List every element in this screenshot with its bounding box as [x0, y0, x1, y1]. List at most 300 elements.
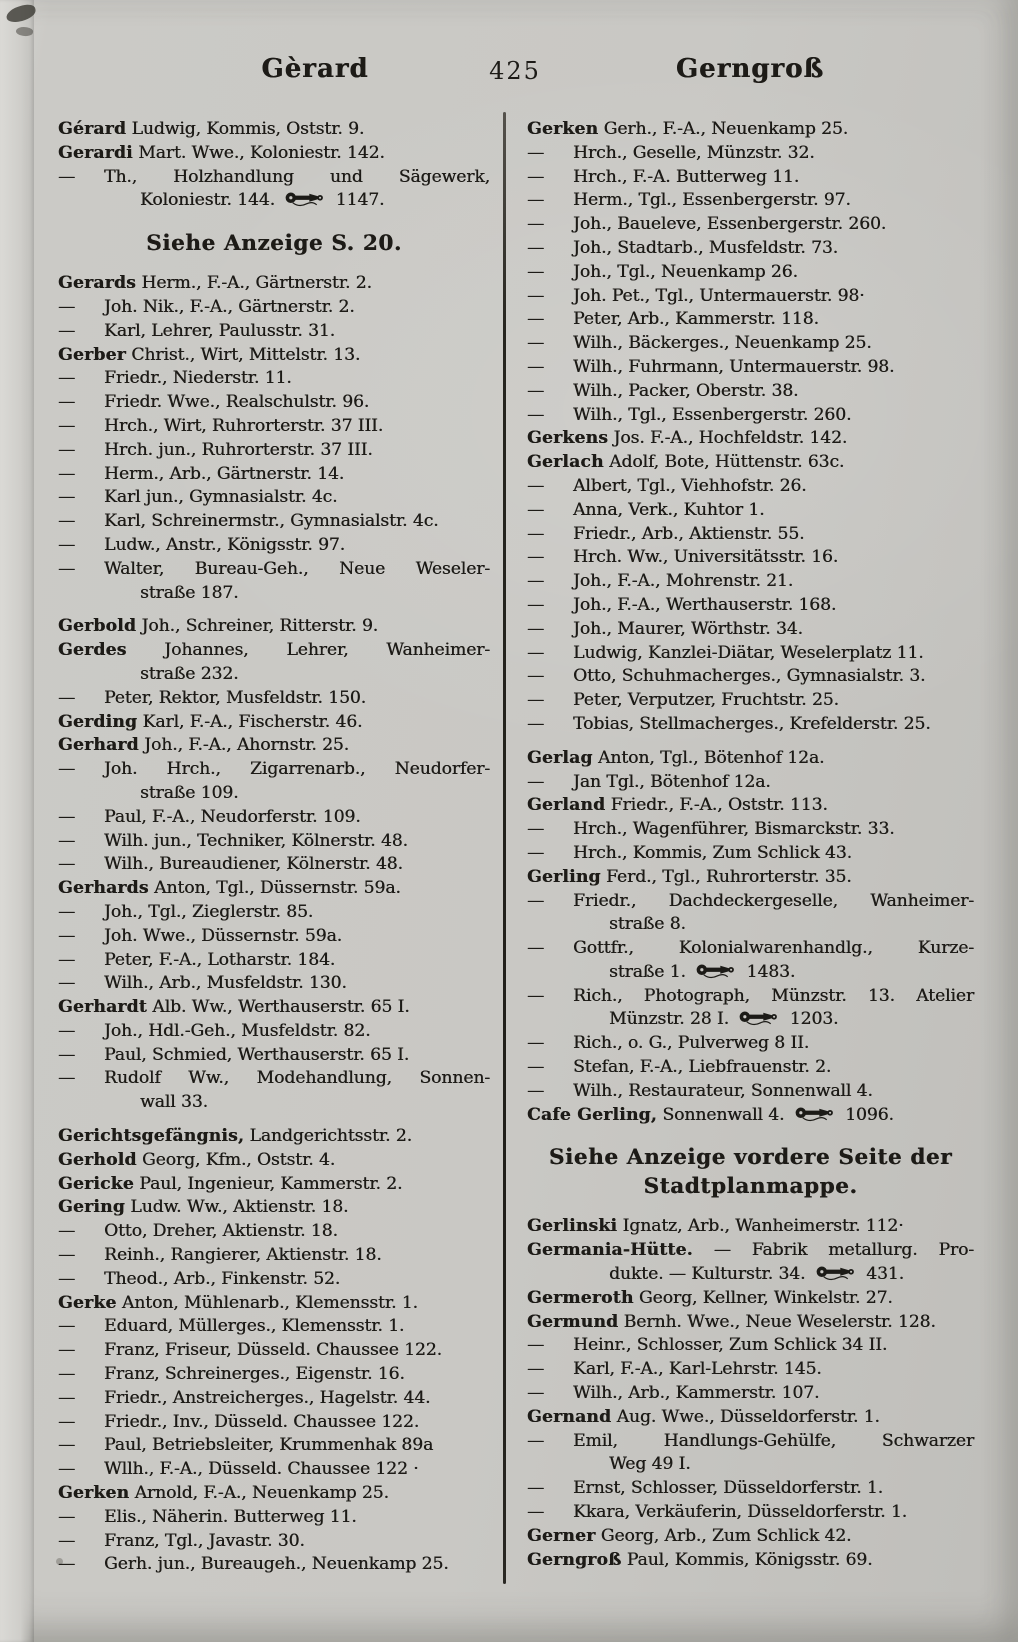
directory-entry	[527, 546, 974, 570]
directory-entry	[527, 189, 974, 213]
telephone-icon	[816, 1265, 856, 1281]
directory-entry	[58, 1149, 490, 1173]
entry-text-line: — Friedr. Wwe., Realschulstr. 96.	[58, 391, 490, 415]
entry-text-line: — Joh. Wwe., Düssernstr. 59a.	[58, 925, 490, 949]
entry-continuation-line: straße 8.	[609, 914, 686, 935]
entry-text-line: — Joh., Maurer, Wörthstr. 34.	[527, 618, 974, 642]
entry-text-line: Gerber Christ., Wirt, Mittelstr. 13.	[58, 344, 361, 365]
entry-dash: —	[527, 666, 545, 687]
directory-entry	[527, 890, 974, 938]
directory-entry	[58, 1173, 490, 1197]
entry-text-line: Gerland Friedr., F.-A., Oststr. 113.	[527, 795, 828, 816]
directory-entry	[58, 1458, 490, 1482]
directory-entry	[527, 404, 974, 428]
entry-surname: Germeroth	[527, 1287, 634, 1308]
entry-text-line: Gerken Gerh., F.-A., Neuenkamp 25.	[527, 119, 849, 139]
entry-text-line: — Emil, Handlungs-Gehülfe, Schwarzer	[527, 1430, 974, 1454]
entry-text-line: — Theod., Arb., Finkenstr. 52.	[58, 1268, 490, 1292]
directory-entry	[58, 415, 490, 439]
entry-text-line: — Walter, Bureau-Geh., Neue Weseler-	[58, 558, 490, 582]
entry-surname: Gerner	[527, 1525, 596, 1546]
directory-entry	[58, 925, 490, 949]
entry-text-line: — Friedr., Arb., Aktienstr. 55.	[527, 523, 974, 547]
directory-entry	[527, 642, 974, 666]
entry-dash: —	[527, 642, 545, 663]
entry-dash: —	[527, 713, 545, 734]
entry-dash: —	[527, 1502, 545, 1523]
entry-text-line: Cafe Gerling, Sonnenwall 4. 1096.	[527, 1104, 894, 1125]
entry-dash: —	[58, 558, 76, 579]
entry-dash: —	[527, 380, 545, 401]
entry-text-line: Gerhard Joh., F.-A., Ahornstr. 25.	[58, 735, 350, 756]
entry-dash: —	[527, 618, 545, 639]
entry-text-line: — Eduard, Müllerges., Klemensstr. 1.	[58, 1315, 490, 1339]
entry-text-line: Gerhold Georg, Kfm., Oststr. 4.	[58, 1149, 336, 1170]
entry-surname: Cafe Gerling,	[527, 1104, 657, 1125]
page-number: 425	[489, 57, 541, 85]
entry-surname: Gerhards	[58, 878, 149, 899]
directory-entry	[527, 1287, 974, 1311]
entry-surname: Gerngroß	[527, 1549, 622, 1570]
directory-entry	[58, 367, 490, 391]
entry-text-line: — Peter, F.-A., Lotharstr. 184.	[58, 949, 490, 973]
directory-entry	[58, 391, 490, 415]
entry-surname: Gericke	[58, 1173, 134, 1194]
entry-text-line: — Joh. Nik., F.-A., Gärtnerstr. 2.	[58, 296, 490, 320]
entry-text-line: Gérard Ludwig, Kommis, Oststr. 9.	[58, 119, 365, 139]
entry-text-line: — Heinr., Schlosser, Zum Schlick 34 II.	[527, 1334, 974, 1358]
entry-dash: —	[527, 938, 545, 959]
entry-dash: —	[58, 1068, 76, 1089]
entry-dash: —	[527, 1080, 545, 1101]
directory-entry	[527, 818, 974, 842]
entry-dash: —	[58, 1316, 76, 1337]
directory-entry	[527, 1382, 974, 1406]
directory-entry	[527, 142, 974, 166]
directory-entry	[527, 261, 974, 285]
directory-column-right	[527, 118, 974, 1572]
directory-entry	[527, 1525, 974, 1549]
entry-surname: Gerichtsgefängnis,	[58, 1126, 245, 1147]
directory-entry	[58, 734, 490, 758]
entry-text-line: Germania-Hütte. — Fabrik metallurg. Pro-	[527, 1240, 974, 1261]
directory-entry	[527, 1215, 974, 1239]
entry-text-line: — Rich., o. G., Pulverweg 8 II.	[527, 1032, 974, 1056]
directory-entry	[527, 451, 974, 475]
directory-entry	[527, 747, 974, 771]
directory-entry	[527, 1032, 974, 1056]
directory-entry	[58, 758, 490, 806]
directory-entry	[58, 296, 490, 320]
entry-text-line: Gerardi Mart. Wwe., Koloniestr. 142.	[58, 142, 385, 163]
entry-dash: —	[58, 392, 76, 413]
entry-text-line: — Herm., Arb., Gärtnerstr. 14.	[58, 463, 490, 487]
directory-entry	[58, 1125, 490, 1149]
directory-entry	[527, 380, 974, 404]
directory-entry	[527, 1104, 974, 1128]
entry-dash: —	[527, 771, 545, 792]
entry-dash: —	[58, 901, 76, 922]
entry-text-line: — Albert, Tgl., Viehhofstr. 26.	[527, 475, 974, 499]
entry-dash: —	[58, 1340, 76, 1361]
entry-surname: Gerken	[58, 1483, 130, 1504]
directory-entry	[527, 356, 974, 380]
entry-text-line: — Joh., Tgl., Zieglerstr. 85.	[58, 901, 490, 925]
directory-entry	[58, 1044, 490, 1068]
entry-dash: —	[527, 1478, 545, 1499]
entry-text-line: — Rudolf Ww., Modehandlung, Sonnen-	[58, 1067, 490, 1091]
entry-dash: —	[527, 523, 545, 544]
entry-dash: —	[527, 142, 545, 163]
entry-dash: —	[58, 1387, 76, 1408]
telephone-icon	[795, 1106, 835, 1122]
entry-text-line: Gernand Aug. Wwe., Düsseldorferstr. 1.	[527, 1406, 880, 1427]
entry-continuation-line: Koloniestr. 144. 1147.	[140, 190, 385, 211]
entry-surname: Gerhardt	[58, 997, 147, 1018]
directory-entry	[58, 1244, 490, 1268]
entry-dash: —	[58, 1411, 76, 1432]
entry-dash: —	[527, 237, 545, 258]
directory-entry	[527, 1430, 974, 1478]
directory-entry	[527, 1358, 974, 1382]
directory-entry	[527, 427, 974, 451]
entry-dash: —	[58, 1506, 76, 1527]
entry-dash: —	[527, 1359, 545, 1380]
entry-text-line: — Jan Tgl., Bötenhof 12a.	[527, 771, 974, 795]
entry-dash: —	[527, 819, 545, 840]
directory-entry	[58, 1220, 490, 1244]
entry-dash: —	[527, 190, 545, 211]
entry-text-line: Gerkens Jos. F.-A., Hochfeldstr. 142.	[527, 428, 848, 449]
entry-text-line: — Hrch., Geselle, Münzstr. 32.	[527, 142, 974, 166]
entry-continuation-line: wall 33.	[140, 1092, 208, 1113]
entry-text-line: — Wilh., Packer, Oberstr. 38.	[527, 380, 974, 404]
entry-text-line: Gering Ludw. Ww., Aktienstr. 18.	[58, 1197, 349, 1218]
entry-text-line: — Karl jun., Gymnasialstr. 4c.	[58, 486, 490, 510]
directory-entry	[58, 1411, 490, 1435]
directory-entry	[58, 320, 490, 344]
telephone-icon	[285, 191, 325, 207]
entry-surname: Gerland	[527, 795, 606, 816]
entry-text-line: — Peter, Rektor, Musfeldstr. 150.	[58, 687, 490, 711]
entry-dash: —	[527, 690, 545, 711]
directory-entry	[527, 689, 974, 713]
entry-text-line: — Hrch., Wirt, Ruhrorterstr. 37 III.	[58, 415, 490, 439]
entry-text-line: — Friedr., Dachdeckergeselle, Wanheimer-	[527, 890, 974, 914]
directory-entry	[58, 1506, 490, 1530]
entry-continuation-line: Weg 49 I.	[609, 1454, 691, 1475]
directory-entry	[527, 1056, 974, 1080]
directory-entry	[527, 166, 974, 190]
entry-text-line: Gerken Arnold, F.-A., Neuenkamp 25.	[58, 1483, 389, 1504]
entry-dash: —	[527, 356, 545, 377]
directory-entry	[58, 972, 490, 996]
entry-surname: Germund	[527, 1311, 619, 1332]
entry-text-line: — Franz, Friseur, Düsseld. Chaussee 122.	[58, 1339, 490, 1363]
entry-surname: Gerards	[58, 273, 136, 294]
directory-entry	[58, 463, 490, 487]
entry-dash: —	[58, 1554, 76, 1575]
directory-entry	[58, 711, 490, 735]
directory-entry	[527, 1406, 974, 1430]
directory-entry	[58, 486, 490, 510]
entry-text-line: — Wilh., Arb., Kammerstr. 107.	[527, 1382, 974, 1406]
directory-entry	[527, 1501, 974, 1525]
directory-entry	[527, 618, 974, 642]
entry-text-line: — Gottfr., Kolonialwarenhandlg., Kurze-	[527, 937, 974, 961]
entry-dash: —	[58, 1435, 76, 1456]
entry-text-line: Gerbold Joh., Schreiner, Ritterstr. 9.	[58, 616, 379, 637]
entry-text-line: — Hrch., F.-A. Butterweg 11.	[527, 166, 974, 190]
entry-dash: —	[58, 1530, 76, 1551]
entry-surname: Gerkens	[527, 428, 609, 449]
directory-entry	[58, 830, 490, 854]
directory-entry	[58, 510, 490, 534]
entry-text-line: — Ludw., Anstr., Königsstr. 97.	[58, 534, 490, 558]
entry-text-line: Gerichtsgefängnis, Landgerichtsstr. 2.	[58, 1126, 412, 1147]
entry-text-line: — Joh., F.-A., Werthauserstr. 168.	[527, 594, 974, 618]
page-header-right-keyword: Gerngroß	[675, 54, 825, 84]
entry-dash: —	[527, 1430, 545, 1451]
directory-entry	[527, 937, 974, 985]
entry-dash: —	[58, 296, 76, 317]
directory-entry	[527, 499, 974, 523]
directory-entry	[527, 1080, 974, 1104]
entry-dash: —	[527, 309, 545, 330]
entry-dash: —	[527, 261, 545, 282]
entry-dash: —	[58, 415, 76, 436]
entry-dash: —	[58, 1459, 76, 1480]
entry-text-line: Gerling Ferd., Tgl., Ruhrorterstr. 35.	[527, 866, 852, 887]
entry-continuation-line: straße 109.	[140, 782, 239, 803]
entry-text-line: — Wilh., Bureaudiener, Kölnerstr. 48.	[58, 853, 490, 877]
entry-continuation-line: dukte. — Kulturstr. 34. 431.	[609, 1264, 904, 1285]
entry-text-line: — Rich., Photograph, Münzstr. 13. Atelier	[527, 985, 974, 1009]
entry-dash: —	[527, 214, 545, 235]
directory-entry	[58, 118, 490, 142]
entry-dash: —	[58, 1268, 76, 1289]
entry-text-line: Gerngroß Paul, Kommis, Königsstr. 69.	[527, 1549, 873, 1570]
entry-text-line: — Stefan, F.-A., Liebfrauenstr. 2.	[527, 1056, 974, 1080]
entry-surname: Gerding	[58, 711, 138, 732]
entry-text-line: — Joh., Baueleve, Essenbergerstr. 260.	[527, 213, 974, 237]
entry-text-line: — Hrch., Kommis, Zum Schlick 43.	[527, 842, 974, 866]
directory-entry	[58, 806, 490, 830]
entry-text-line: — Anna, Verk., Kuhtor 1.	[527, 499, 974, 523]
telephone-icon	[739, 1010, 779, 1026]
directory-entry	[58, 1363, 490, 1387]
entry-text-line: — Paul, F.-A., Neudorferstr. 109.	[58, 806, 490, 830]
entry-dash: —	[527, 333, 545, 354]
directory-entry	[527, 523, 974, 547]
entry-dash: —	[58, 1364, 76, 1385]
entry-text-line: — Reinh., Rangierer, Aktienstr. 18.	[58, 1244, 490, 1268]
directory-entry	[527, 213, 974, 237]
directory-entry	[527, 842, 974, 866]
directory-entry	[58, 1482, 490, 1506]
entry-text-line: Germund Bernh. Wwe., Neue Weselerstr. 128.	[527, 1311, 936, 1332]
directory-entry	[527, 570, 974, 594]
entry-text-line: — Hrch., Wagenführer, Bismarckstr. 33.	[527, 818, 974, 842]
entry-dash: —	[527, 1383, 545, 1404]
directory-entry	[527, 1549, 974, 1573]
entry-dash: —	[58, 463, 76, 484]
directory-entry	[58, 1530, 490, 1554]
directory-entry	[58, 142, 490, 166]
directory-entry	[58, 615, 490, 639]
entry-text-line: Gericke Paul, Ingenieur, Kammerstr. 2.	[58, 1173, 403, 1194]
entry-dash: —	[527, 985, 545, 1006]
directory-entry	[58, 1553, 490, 1577]
entry-dash: —	[58, 1221, 76, 1242]
directory-entry	[58, 272, 490, 296]
page-header-left-keyword: Gèrard	[261, 54, 369, 84]
entry-dash: —	[527, 1335, 545, 1356]
entry-text-line: Gerlach Adolf, Bote, Hüttenstr. 63c.	[527, 452, 845, 473]
entry-dash: —	[58, 1044, 76, 1065]
entry-text-line: — Wilh., Tgl., Essenbergerstr. 260.	[527, 404, 974, 428]
directory-entry	[527, 1334, 974, 1358]
entry-surname: Gerken	[527, 119, 599, 139]
directory-entry	[527, 1239, 974, 1287]
entry-text-line: — Wilh. jun., Techniker, Kölnerstr. 48.	[58, 830, 490, 854]
directory-entry	[58, 1020, 490, 1044]
entry-dash: —	[527, 285, 545, 306]
entry-surname: Gerber	[58, 344, 126, 365]
entry-text-line: — Friedr., Niederstr. 11.	[58, 367, 490, 391]
entry-dash: —	[527, 404, 545, 425]
directory-entry	[58, 853, 490, 877]
directory-entry	[527, 332, 974, 356]
entry-text-line: — Joh. Hrch., Zigarrenarb., Neudorfer-	[58, 758, 490, 782]
directory-column-left	[58, 118, 490, 1577]
entry-text-line: — Elis., Näherin. Butterweg 11.	[58, 1506, 490, 1530]
entry-text-line: — Wilh., Arb., Musfeldstr. 130.	[58, 972, 490, 996]
entry-dash: —	[58, 439, 76, 460]
entry-text-line: Gerlag Anton, Tgl., Bötenhof 12a.	[527, 747, 825, 768]
entry-dash: —	[527, 890, 545, 911]
directory-entry	[58, 1292, 490, 1316]
directory-entry	[527, 594, 974, 618]
entry-surname: Gerhard	[58, 735, 139, 756]
entry-surname: Gerke	[58, 1292, 117, 1313]
directory-entry	[527, 308, 974, 332]
entry-dash: —	[58, 368, 76, 389]
entry-surname: Germania-Hütte.	[527, 1240, 693, 1261]
entry-text-line: — Karl, Schreinermstr., Gymnasialstr. 4c.	[58, 510, 490, 534]
entry-text-line: — Wilh., Fuhrmann, Untermauerstr. 98.	[527, 356, 974, 380]
entry-surname: Gerlag	[527, 747, 593, 768]
entry-dash: —	[58, 534, 76, 555]
entry-text-line: — Peter, Arb., Kammerstr. 118.	[527, 308, 974, 332]
entry-text-line: — Otto, Dreher, Aktienstr. 18.	[58, 1220, 490, 1244]
directory-entry	[58, 558, 490, 606]
entry-surname: Gerhold	[58, 1149, 137, 1170]
entry-text-line: — Joh., Tgl., Neuenkamp 26.	[527, 261, 974, 285]
entry-text-line: Gerards Herm., F.-A., Gärtnerstr. 2.	[58, 273, 372, 294]
entry-text-line: — Wilh., Bäckerges., Neuenkamp 25.	[527, 332, 974, 356]
entry-continuation-line: straße 187.	[140, 582, 239, 603]
entry-text-line: — Friedr., Anstreicherges., Hagelstr. 44.	[58, 1387, 490, 1411]
entry-text-line: Gerhards Anton, Tgl., Düssernstr. 59a.	[58, 878, 401, 899]
entry-text-line: — Joh. Pet., Tgl., Untermauerstr. 98·	[527, 285, 974, 309]
entry-text-line: — Franz, Schreinerges., Eigenstr. 16.	[58, 1363, 490, 1387]
entry-surname: Gerlinski	[527, 1216, 618, 1237]
directory-entry	[58, 687, 490, 711]
directory-entry	[527, 794, 974, 818]
entry-dash: —	[58, 830, 76, 851]
directory-entry	[58, 1339, 490, 1363]
entry-text-line: — Th., Holzhandlung und Sägewerk,	[58, 166, 490, 190]
entry-text-line: — Karl, F.-A., Karl-Lehrstr. 145.	[527, 1358, 974, 1382]
entry-text-line: — Paul, Betriebsleiter, Krummenhak 89a	[58, 1434, 490, 1458]
entry-text-line: — Friedr., Inv., Düsseld. Chaussee 122.	[58, 1411, 490, 1435]
entry-dash: —	[527, 475, 545, 496]
entry-text-line: — Karl, Lehrer, Paulusstr. 31.	[58, 320, 490, 344]
entry-text-line: — Joh., F.-A., Mohrenstr. 21.	[527, 570, 974, 594]
entry-surname: Gerling	[527, 866, 601, 887]
entry-text-line: — Kkara, Verkäuferin, Düsseldorferstr. 1.	[527, 1501, 974, 1525]
directory-entry	[58, 1315, 490, 1339]
entry-text-line: Germeroth Georg, Kellner, Winkelstr. 27.	[527, 1287, 893, 1308]
entry-dash: —	[58, 973, 76, 994]
entry-dash: —	[58, 949, 76, 970]
entry-text-line: — Peter, Verputzer, Fruchtstr. 25.	[527, 689, 974, 713]
entry-text-line: — Joh., Hdl.-Geh., Musfeldstr. 82.	[58, 1020, 490, 1044]
directory-entry	[58, 877, 490, 901]
entry-dash: —	[58, 1020, 76, 1041]
entry-surname: Gernand	[527, 1406, 612, 1427]
entry-dash: —	[527, 499, 545, 520]
entry-dash: —	[527, 166, 545, 187]
directory-entry	[527, 1311, 974, 1335]
entry-text-line: — Paul, Schmied, Werthauserstr. 65 I.	[58, 1044, 490, 1068]
entry-text-line: — Wllh., F.-A., Düsseld. Chaussee 122 ·	[58, 1458, 490, 1482]
entry-text-line: — Wilh., Restaurateur, Sonnenwall 4.	[527, 1080, 974, 1104]
entry-dash: —	[58, 759, 76, 780]
entry-text-line: — Hrch. jun., Ruhrorterstr. 37 III.	[58, 439, 490, 463]
directory-entry	[527, 475, 974, 499]
entry-text-line: — Otto, Schuhmacherges., Gymnasialstr. 3.	[527, 665, 974, 689]
entry-text-line: — Joh., Stadtarb., Musfeldstr. 73.	[527, 237, 974, 261]
directory-entry	[58, 534, 490, 558]
directory-entry	[58, 639, 490, 687]
directory-entry	[58, 344, 490, 368]
entry-text-line: — Ludwig, Kanzlei-Diätar, Weselerplatz 11.	[527, 642, 974, 666]
entry-text-line: Gerding Karl, F.-A., Fischerstr. 46.	[58, 711, 363, 732]
entry-text-line: Gerhardt Alb. Ww., Werthauserstr. 65 I.	[58, 997, 410, 1018]
directory-entry	[527, 866, 974, 890]
entry-dash: —	[58, 320, 76, 341]
entry-surname: Gérard	[58, 119, 127, 139]
entry-dash: —	[58, 854, 76, 875]
telephone-icon	[696, 963, 736, 979]
directory-entry	[58, 949, 490, 973]
entry-dash: —	[527, 571, 545, 592]
entry-dash: —	[58, 166, 76, 187]
entry-dash: —	[58, 487, 76, 508]
directory-entry	[58, 1067, 490, 1115]
entry-continuation-line: straße 1. 1483.	[609, 961, 796, 982]
directory-entry	[527, 237, 974, 261]
entry-dash: —	[527, 1057, 545, 1078]
entry-continuation-line: Münzstr. 28 I. 1203.	[609, 1009, 839, 1030]
entry-dash: —	[527, 842, 545, 863]
entry-continuation-line: straße 232.	[140, 663, 239, 684]
directory-entry	[58, 996, 490, 1020]
entry-text-line: — Ernst, Schlosser, Düsseldorferstr. 1.	[527, 1477, 974, 1501]
entry-text-line: — Herm., Tgl., Essenbergerstr. 97.	[527, 189, 974, 213]
